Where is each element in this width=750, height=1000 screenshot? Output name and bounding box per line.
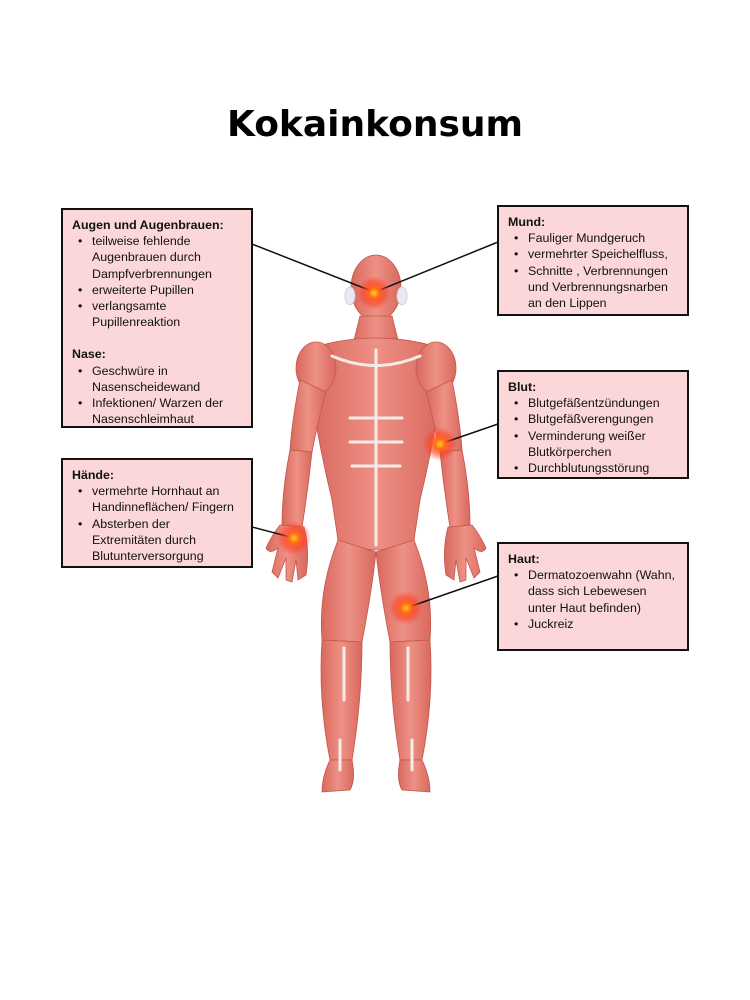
glow-wrist xyxy=(277,521,311,555)
list-item: • Absterben der Extremitäten durch Blutunterversorgung xyxy=(92,516,242,565)
right-thigh xyxy=(376,540,431,642)
list-item: • Blutgefäßentzündungen xyxy=(528,395,678,411)
blood-list xyxy=(508,395,678,476)
list-item: • Blutgefäßverengungen xyxy=(528,411,678,427)
list-item: • Infektionen/ Warzen der Nasenschleimhaut xyxy=(92,395,242,427)
left-forearm xyxy=(282,450,312,527)
blood-box xyxy=(497,370,689,479)
list-item: • verlangsamte Pupillenreaktion xyxy=(92,298,242,330)
list-item: • Fauliger Mundgeruch xyxy=(528,230,678,246)
right-ear xyxy=(397,287,407,305)
right-hand xyxy=(444,525,486,582)
hands-list xyxy=(72,483,242,564)
nose-list xyxy=(72,363,242,428)
mouth-box xyxy=(497,205,689,316)
skin-heading: Haut: xyxy=(508,552,540,566)
connector-mouth xyxy=(380,242,498,290)
list-item: • Juckreiz xyxy=(528,616,678,632)
list-item: • erweiterte Pupillen xyxy=(92,282,242,298)
right-foot xyxy=(398,760,430,792)
list-item: • Verminderung weißer Blutkörperchen xyxy=(528,428,678,460)
list-item: • Schnitte , Verbrennungen und Verbrennungsnarben an den Lippen xyxy=(528,263,678,312)
mouth-list xyxy=(508,230,678,311)
blood-heading: Blut: xyxy=(508,380,537,394)
left-foot xyxy=(322,760,354,792)
list-item: • Dermatozoenwahn (Wahn, dass sich Lebewesen unter Haut befinden) xyxy=(528,567,678,616)
left-ear xyxy=(345,287,355,305)
glow-knee xyxy=(389,591,423,625)
glow-face xyxy=(357,276,391,310)
nose-heading: Nase: xyxy=(72,347,106,362)
hands-box xyxy=(61,458,253,568)
skin-box xyxy=(497,542,689,651)
list-item: • vermehrte Hornhaut an Handinneflächen/ Fingern xyxy=(92,483,242,515)
skin-list xyxy=(508,567,678,632)
list-item: • Geschwüre in Nasenscheidewand xyxy=(92,363,242,395)
eyes-list xyxy=(72,233,242,330)
left-thigh xyxy=(321,540,376,642)
mouth-heading: Mund: xyxy=(508,215,546,229)
list-item: • teilweise fehlende Augenbrauen durch Dampfverbrennungen xyxy=(92,233,242,282)
page-title: Kokainkonsum xyxy=(226,104,524,145)
list-item: • vermehrter Speichelfluss, xyxy=(528,246,678,262)
right-forearm xyxy=(440,450,470,527)
glow-elbow xyxy=(423,427,457,461)
list-item: • Durchblutungsstörung xyxy=(528,460,678,476)
eyes-nose-box xyxy=(61,208,253,428)
eyes-heading: Augen und Augenbrauen: xyxy=(72,218,224,232)
hands-heading: Hände: xyxy=(72,468,114,482)
